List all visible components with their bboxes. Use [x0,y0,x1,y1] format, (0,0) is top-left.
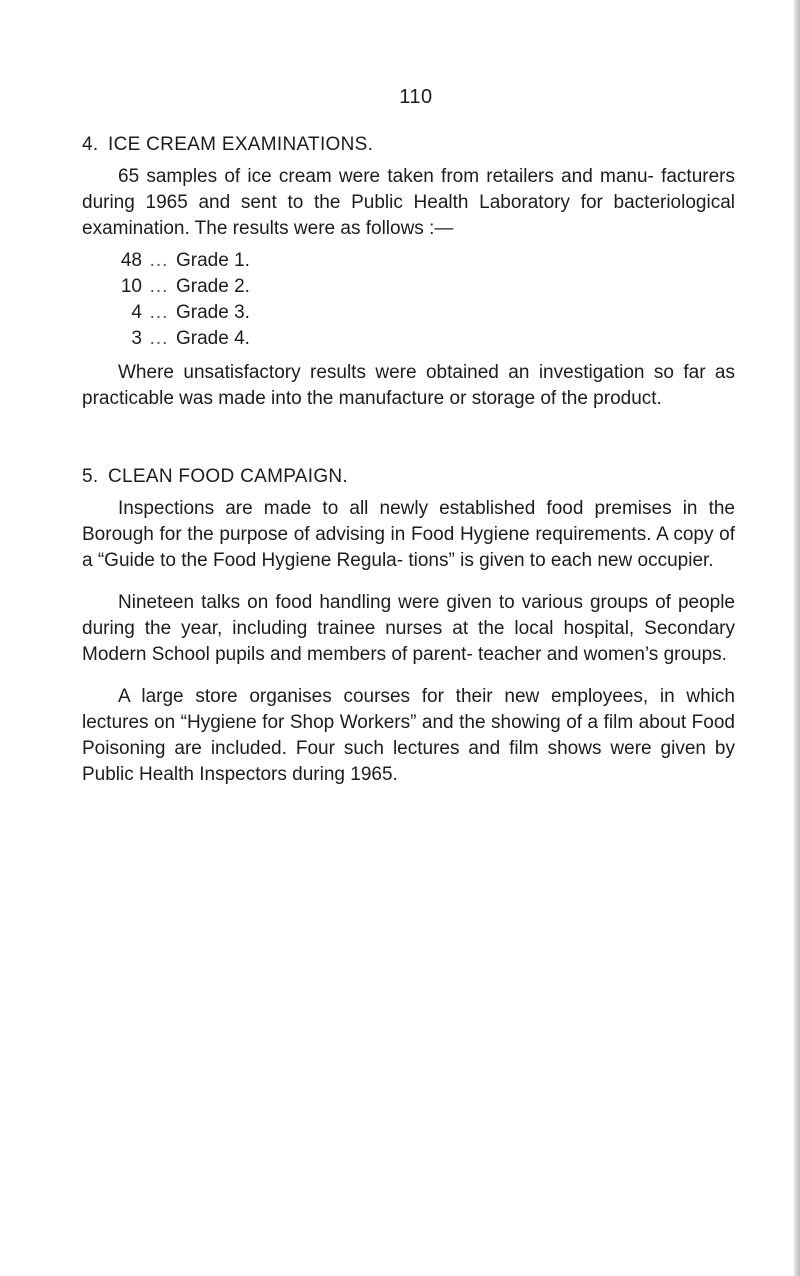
grade-result-row [82,326,735,352]
paragraph-closing: Where unsatisfactory results were obtained an investigation so far as practicable was made into the manufacture or storage of the product. [82,362,735,409]
paragraph-talks: Nineteen talks on food handling were given to various groups of people during the year, including trainee nurses at the local hospital, Secondary Modern School pupils and members of parent- teacher and women’s groups. [82,592,735,665]
grade-label: Grade 1. [176,250,250,271]
section-number: 4. [82,134,99,155]
document-body [82,132,735,788]
grade-label: Grade 3. [176,302,250,323]
grade-result-row [82,300,735,326]
sample-count: 4 [131,302,142,323]
paragraph-inspections: Inspections are made to all newly established food premises in the Borough for the purpose of advising in Food Hygiene requirements. A copy of a “Guide to the Food Hygiene Regula- tions” is given to each new occupier. [82,498,735,571]
page-edge-shadow [794,0,800,1276]
sample-count: 10 [120,276,142,297]
grade-label: Grade 4. [176,328,250,349]
section-number: 5. [82,466,99,487]
leader-dots: ... [149,250,169,271]
leader-dots: ... [149,302,169,323]
section-title: CLEAN FOOD CAMPAIGN. [108,466,349,487]
paragraph-store-courses: A large store organises courses for their new employees, in which lectures on “Hygiene for Shop Workers” and the showing of a film about Food Poisoning are included. Four such lectures and film shows were given by Public Health Inspectors during 1965. [82,686,735,785]
section-heading [82,464,735,490]
leader-dots: ... [149,328,169,349]
page-number: 110 [399,86,433,108]
section-ice-cream [82,132,735,412]
leader-dots: ... [149,276,169,297]
grade-results-list [82,248,735,352]
grade-result-row [82,248,735,274]
paragraph-intro: 65 samples of ice cream were taken from retailers and manu- facturers during 1965 and sent to the Public Health Laboratory for bacteriological examination. The results were as follows :— [82,166,735,239]
section-heading [82,132,735,158]
sample-count: 48 [120,250,142,271]
section-clean-food [82,464,735,788]
grade-label: Grade 2. [176,276,250,297]
sample-count: 3 [131,328,142,349]
section-title: ICE CREAM EXAMINATIONS. [108,134,374,155]
grade-result-row [82,274,735,300]
